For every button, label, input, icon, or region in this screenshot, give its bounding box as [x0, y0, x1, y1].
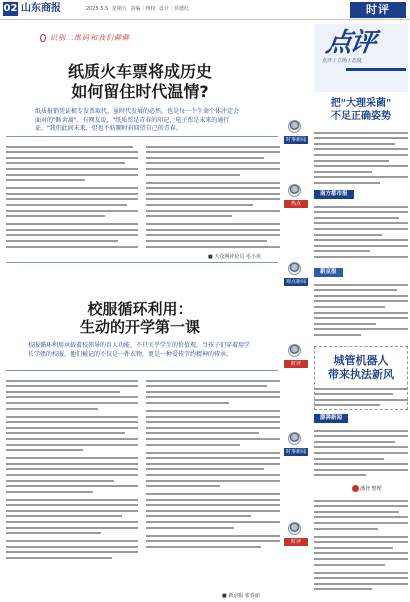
section-tag: 南方都市报	[314, 190, 354, 199]
article-1-body-text	[6, 146, 138, 248]
article-2-body-text	[6, 380, 138, 559]
article-1-col-left	[6, 142, 138, 252]
paper-name: 山东商报	[21, 3, 61, 14]
robot-title-b: 带来执法新风	[328, 368, 394, 381]
editorial-intro	[314, 128, 408, 188]
right-block-2-text	[314, 284, 408, 336]
editorial-title-b: 不足正确姿势	[331, 111, 391, 122]
right-block-3-text	[314, 388, 408, 407]
right-block-5-text	[314, 500, 408, 591]
right-block-4-text	[314, 430, 408, 477]
article-2-dek: 校服循环利用承载着校领导的育人功能，不只关乎学生的价值观，当孩子们穿着用学长学姐的校服，他们被记的不仅是一件衣物，更是一种爱传节约精神的传承。	[28, 342, 251, 358]
section-label: 时评	[350, 2, 406, 18]
right-block-4	[314, 426, 408, 484]
headline-2b: 生动的开学第一课	[79, 318, 200, 336]
article-2-col-right	[146, 376, 280, 594]
article-2-body-text	[146, 380, 280, 548]
right-block-2	[314, 280, 408, 342]
commentator-avatar	[288, 262, 301, 275]
article-1-credit: ■ 大众网评论员 毛小英	[208, 254, 261, 260]
qr-hint-icon	[40, 34, 46, 42]
page-header	[0, 0, 410, 20]
article-2-col-left	[6, 376, 138, 594]
commentator-avatar	[288, 184, 301, 197]
right-block-5	[314, 496, 408, 596]
article-1-body-text	[146, 146, 280, 248]
right-block-1	[314, 202, 408, 264]
right-block-1-text	[314, 206, 408, 258]
article-1-col-right	[146, 142, 280, 252]
headline-1b: 如何留住时代温情?	[71, 82, 209, 101]
side-pill: 观点新闻	[285, 279, 306, 285]
robot-title-a: 城管机器人	[333, 354, 389, 367]
article-2-credit: ■ 新京报 张春丽	[222, 593, 260, 599]
section-tag: 新京报	[314, 268, 343, 277]
right-block-3	[314, 384, 408, 412]
qr-kicker[interactable]: 识别二维码和我们聊聊	[50, 34, 130, 42]
column-logo-sub: 点评 / 立场 / 态度	[322, 58, 362, 64]
side-pill: 时评	[284, 360, 308, 368]
author-bullet	[352, 485, 359, 492]
author-credit: 潘登 整理	[360, 486, 382, 492]
column-logo: 点评	[323, 28, 377, 58]
headline-2a: 校服循环利用：	[87, 300, 193, 318]
logo-bar	[346, 68, 406, 71]
commentator-avatar	[288, 344, 301, 357]
side-pill: 时事新闻	[285, 449, 306, 455]
commentator-avatar	[288, 522, 301, 535]
side-pill: 热点	[284, 200, 308, 208]
article-1-dek: 纸质报销凭证根专发票取代，虽时代发展的必然，也是每一个生命个体注定会面对的"断舍离"。有网友说，"纸质票是青春的印记，电子票是未来的通行证。"我们此间未来，但也不妨顺时封回望自己的青春。	[35, 108, 240, 132]
commentator-avatar	[288, 432, 301, 445]
page-number: 02	[3, 3, 18, 14]
section-tag: 澎湃新闻	[314, 414, 348, 423]
side-pill: 时事新闻	[285, 137, 306, 143]
commentator-avatar	[288, 120, 301, 133]
editorial-title-a: 把"大理采菌"	[330, 98, 392, 109]
divider	[6, 136, 278, 137]
divider	[6, 370, 278, 371]
headline-1a: 纸质火车票将成历史	[67, 62, 212, 81]
editorial-intro-text	[314, 132, 408, 184]
issue-meta: 2025.5.5 星期五 责编｜蒋权 设计｜侯德红	[86, 6, 190, 12]
divider	[6, 262, 278, 263]
side-pill: 时评	[284, 538, 308, 546]
